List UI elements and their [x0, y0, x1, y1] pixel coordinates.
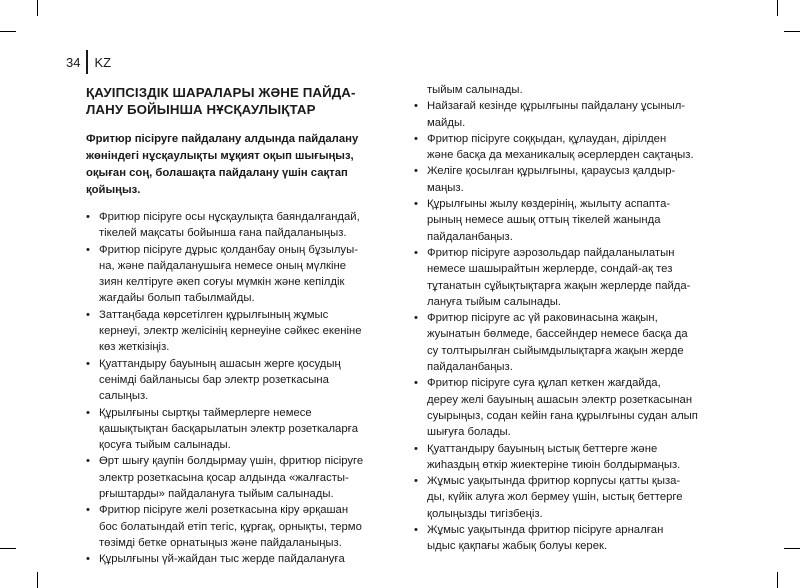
item-line: зиян келтіруге әкеп соғуы мүмкін және кепілдік	[99, 276, 345, 289]
item-line: ыдыс қақпағы жабық болуы керек.	[427, 540, 608, 553]
item-line: маңыз.	[427, 181, 464, 194]
language-code: KZ	[94, 54, 112, 70]
intro-line: қойыңыз.	[86, 184, 141, 196]
item-line: жағдайы болып табылмайды.	[99, 292, 255, 305]
intro-line: оқыған соң, болашақта пайдалану үшін сақтап	[86, 167, 348, 179]
section-title-line: ЛАНУ БОЙЫНША НҰСҚАУЛЫҚТАР	[86, 102, 316, 117]
item-line: кернеуі, электр желісінің кернеуіне сәйкес екеніне	[99, 325, 362, 338]
list-item	[86, 405, 384, 454]
intro-line: Фритюр пісіруге пайдалану алдында пайдалану	[86, 133, 359, 145]
item-line: Желіге қосылған құрылғыны, қараусыз қалдыр-	[427, 165, 676, 178]
list-item	[414, 98, 716, 131]
list-item	[86, 209, 384, 242]
item-line: рының немесе ашық оттың тікелей жанында	[427, 214, 661, 227]
item-line: сенімді байланысы бар электр розеткасына	[99, 373, 329, 386]
right-column	[414, 82, 716, 555]
list-item	[86, 551, 384, 567]
item-line: лануға тыйым салынады.	[427, 295, 561, 308]
list-item	[414, 131, 716, 164]
item-line: Құрылғыны сыртқы таймерлерге немесе	[99, 406, 312, 419]
item-line: Найзағай кезінде құрылғыны пайдалану ұсыныл-	[427, 100, 686, 113]
item-line: пайдаланбаңыз.	[427, 361, 513, 374]
item-line: Фритюр пісіруге суға құлап кеткен жағдайда,	[427, 377, 661, 390]
item-line: Фритюр пісіруге ас үй раковинасына жақын,	[427, 312, 658, 325]
item-line: Фритюр пісіруге осы нұсқаулықта баяндалғандай,	[99, 211, 360, 223]
item-line: тұтанатын сұйықтықтарға жақын жерлерде пайда-	[427, 279, 691, 292]
item-line: немесе шашырайтын жерлерде, сондай-ақ тез	[427, 263, 673, 276]
item-line: жуынатын бөлмеде, бассейндер немесе басқа да	[427, 328, 688, 341]
page-header	[66, 50, 111, 74]
item-line: Жұмыс уақытында фритюр пісіруге арналған	[427, 524, 664, 537]
item-line: Қуаттандыру бауының ыстық беттерге және	[427, 442, 658, 455]
list-item	[86, 356, 384, 405]
header-divider	[86, 50, 88, 74]
item-line: су толтырылған сыйымдылықтарға жақын жерде	[427, 344, 684, 357]
section-title-line: ҚАУІПСІЗДІК ШАРАЛАРЫ ЖӘНЕ ПАЙДА-	[86, 85, 356, 100]
item-line: Заттаңбада көрсетілген құрылғының жұмыс	[99, 308, 329, 321]
section-title	[86, 84, 384, 118]
list-item	[414, 310, 716, 375]
item-line: суырыңыз, содан кейін ғана құрылғыны судан алып	[427, 409, 698, 422]
list-item	[86, 242, 384, 307]
item-line: Өрт шығу қаупін болдырмау үшін, фритюр пісіруге	[99, 455, 364, 468]
page-number: 34	[66, 54, 81, 70]
crop-mark	[777, 572, 778, 588]
item-line: Фритюр пісіруге аэрозольдар пайдаланылатын	[427, 246, 675, 259]
crop-mark	[0, 548, 16, 549]
item-line: шығуға болады.	[427, 426, 511, 439]
item-line: және басқа да механикалық әсерлерден сақтаңыз.	[427, 149, 694, 162]
list-item	[414, 245, 716, 310]
item-line: тікелей мақсаты бойынша ғана пайдаланыңыз.	[99, 227, 347, 240]
list-item	[414, 441, 716, 474]
crop-mark	[0, 31, 16, 32]
item-line: қолыңызды тигізбеңіз.	[427, 507, 543, 520]
left-column	[86, 84, 384, 568]
item-line: төзімді бетке орнатыңыз және пайдаланыңыз.	[99, 536, 342, 549]
item-line: көз жеткізіңіз.	[99, 341, 170, 354]
item-line: Фритюр пісіруге желі розеткасына кіру әрқашан	[99, 504, 349, 517]
item-line: тыйым салынады.	[427, 84, 523, 96]
item-line: рғыштарды» пайдалануға тыйым салынады.	[99, 488, 334, 501]
intro-line: жөніндегі нұсқаулықты мұқият оқып шығыңыз,	[86, 150, 354, 162]
item-line: қосуға тыйым салынады.	[99, 439, 231, 452]
crop-mark	[784, 548, 800, 549]
crop-mark	[37, 572, 38, 588]
list-item	[414, 522, 716, 555]
item-line: Құрылғыны жылу көздерінің, жылыту аспапта-	[427, 198, 671, 211]
list-item	[86, 502, 384, 551]
item-line: на, және пайдаланушыға немесе оның мүлкіне	[99, 259, 347, 272]
crop-mark	[784, 31, 800, 32]
right-bullet-list	[414, 82, 716, 555]
item-line: қашықтықтан басқарылатын электр розеткаларға	[99, 422, 359, 435]
item-line: Қуаттандыру бауының ашасын жерге қосудың	[99, 357, 341, 370]
crop-mark	[777, 0, 778, 16]
crop-mark	[37, 0, 38, 16]
item-line: бос болатындай етіп тегіс, құрғақ, орнықты, термо	[99, 520, 362, 533]
item-line: ды, күйік алуға жол бермеу үшін, ыстық беттерге	[427, 491, 683, 504]
left-bullet-list	[86, 209, 384, 568]
list-item	[86, 307, 384, 356]
item-line: Жұмыс уақытында фритюр корпусы қатты қыза-	[427, 475, 681, 488]
item-line: дереу желі бауының ашасын электр розеткасынан	[427, 393, 693, 406]
item-line: майды.	[427, 116, 466, 129]
list-item	[414, 375, 716, 440]
list-item	[414, 473, 716, 522]
item-line: Фритюр пісіруге дұрыс қолданбау оның бұзылуы-	[99, 243, 358, 256]
list-item	[414, 163, 716, 196]
item-line: электр розеткасына қосар алдында «жалғасты-	[99, 471, 349, 484]
item-line: пайдаланбаңыз.	[427, 230, 513, 243]
item-line: Фритюр пісіруге соққыдан, құлаудан, дірілден	[427, 132, 667, 145]
item-line: жиһаздың өткір жиектеріне тиюін болдырмаңыз.	[427, 458, 681, 471]
list-item	[86, 453, 384, 502]
list-item	[414, 196, 716, 245]
item-line: Құрылғыны үй-жайдан тыс жерде пайдалануға	[99, 553, 345, 566]
intro-text	[86, 131, 384, 199]
list-item-continuation	[414, 82, 716, 98]
item-line: салыңыз.	[99, 390, 149, 403]
